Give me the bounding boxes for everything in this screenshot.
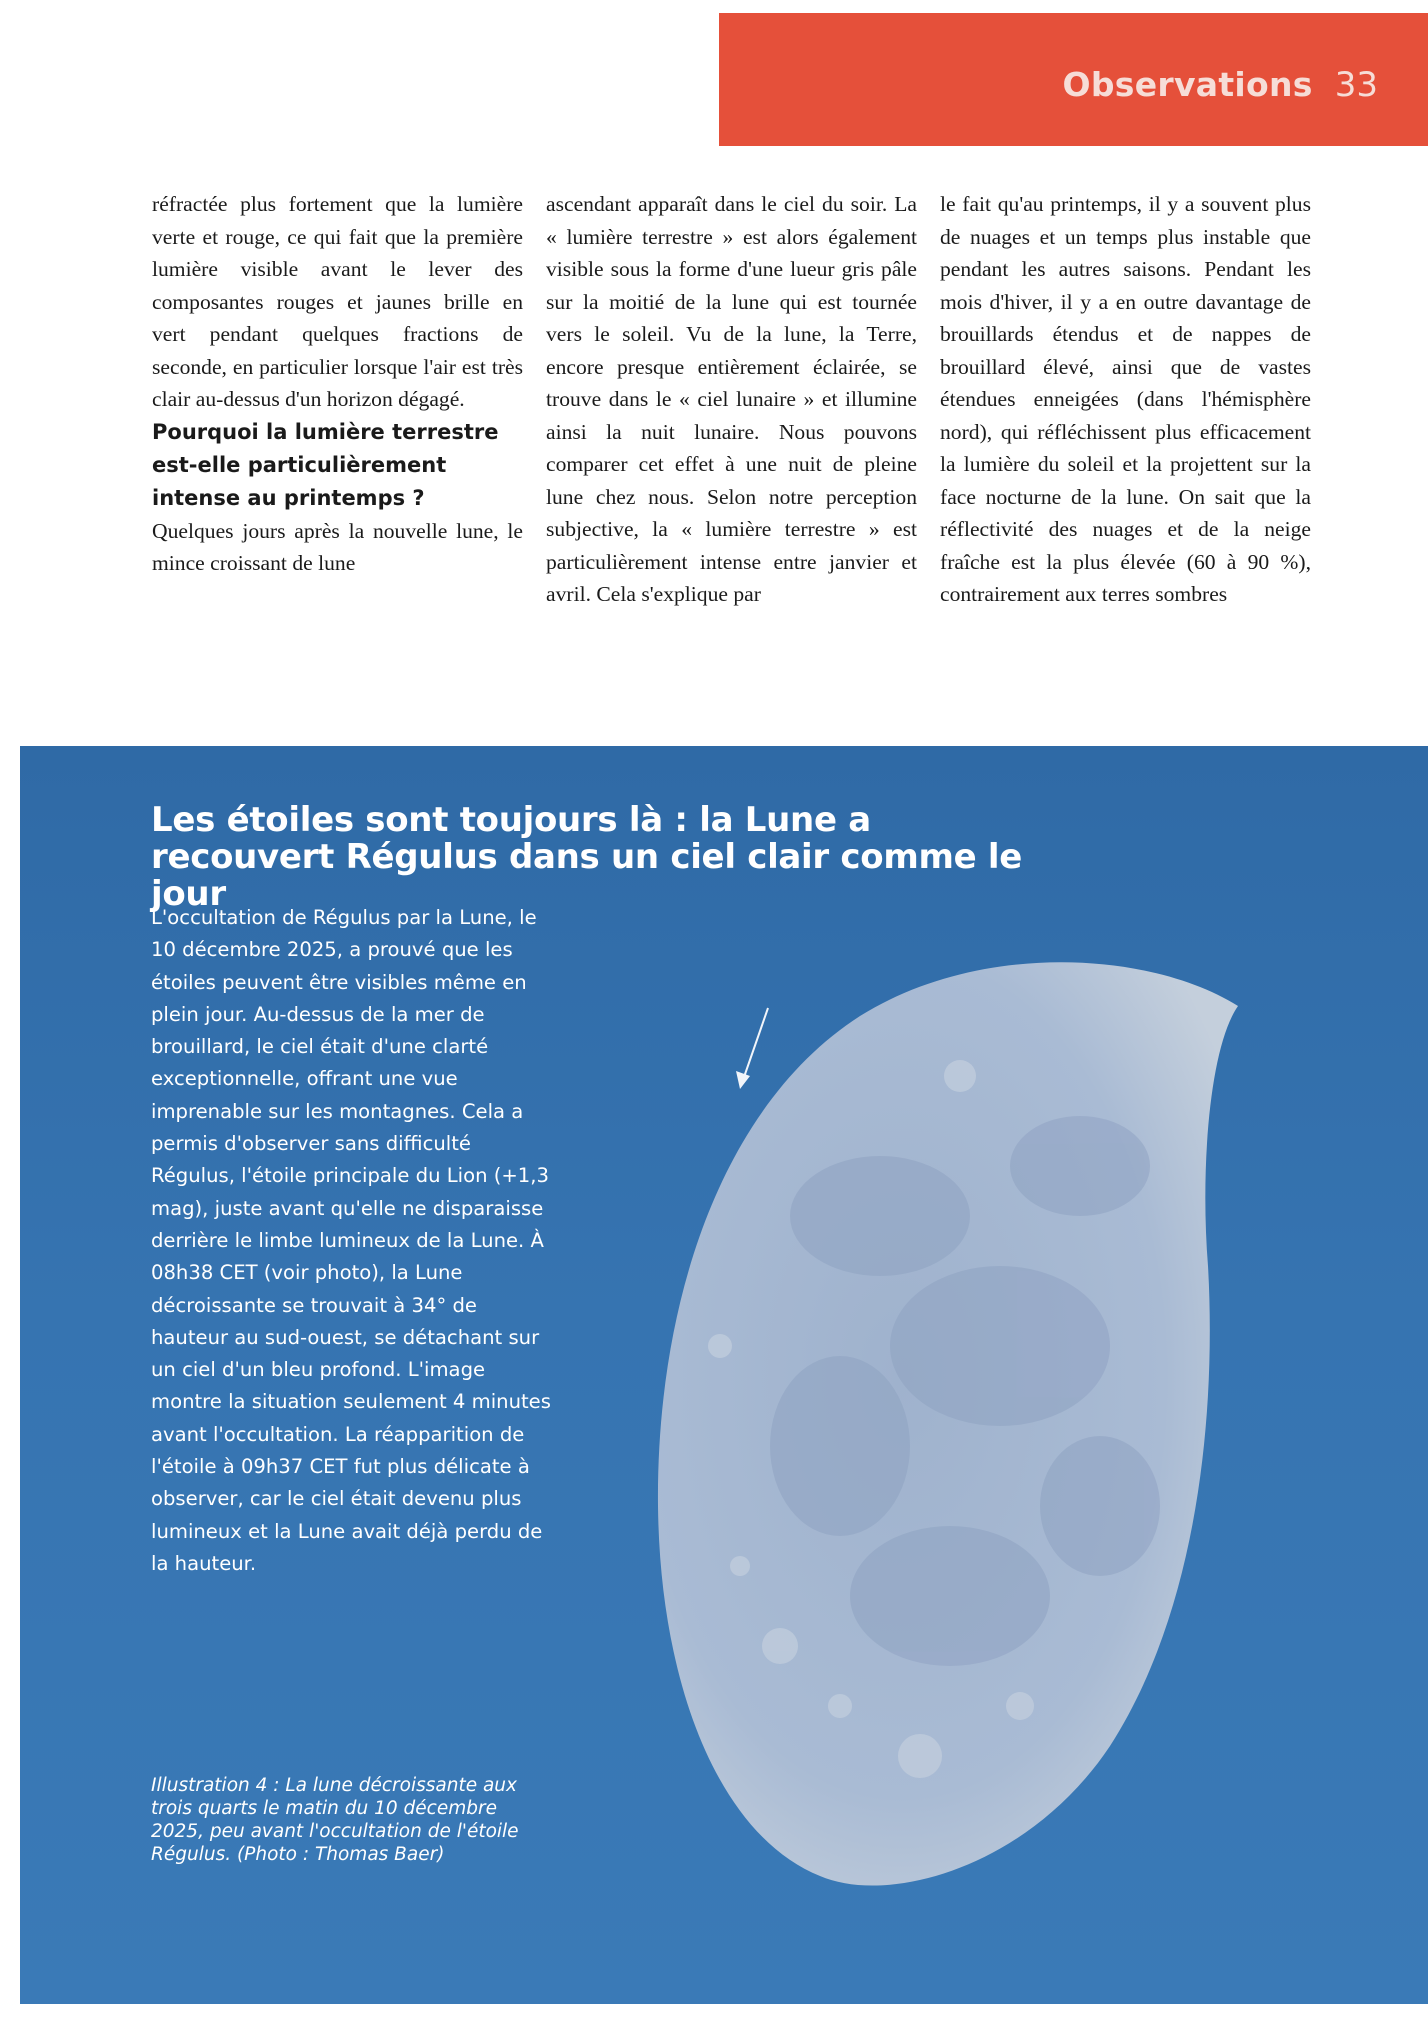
text-column-3 bbox=[940, 188, 1311, 611]
text-column-2 bbox=[546, 188, 917, 611]
section-title: Observations bbox=[1062, 65, 1313, 104]
paragraph: réfractée plus fortement que la lumière verte et rouge, ce qui fait que la première lumière visible avant le lever des composantes rouges et jaunes brille en vert pendant quelques fractions de seconde, en particulier lorsque l'air est très clair au-dessus d'un horizon dégagé. bbox=[152, 192, 523, 411]
paragraph: ascendant apparaît dans le ciel du soir. La « lumière terrestre » est alors également visible sous la forme d'une lueur gris pâle sur la moitié de la lune qui est tournée vers le soleil. Vu de la lune, la Terre, encore presque entièrement éclairée, se trouve dans le « ciel lunaire » et illumine ainsi la nuit lunaire. Nous pouvons comparer cet effet à une nuit de pleine lune chez nous. Selon notre perception subjective, la « lumière terrestre » est particulièrement intense entre janvier et avril. Cela s'explique par bbox=[546, 192, 917, 606]
arrow-line bbox=[743, 1008, 768, 1080]
moon-photo-box bbox=[20, 746, 1428, 2004]
paragraph: Quelques jours après la nouvelle lune, le mince croissant de lune bbox=[152, 518, 523, 575]
photo-caption: Illustration 4 : La lune décroissante aux trois quarts le matin du 10 décembre 2025, peu avant l'occultation de l'étoile Régulus. (Photo : Thomas Baer) bbox=[151, 1775, 519, 1865]
arrow-icon bbox=[736, 1071, 750, 1089]
subheading: Pourquoi la lumière terrestre est-elle particulièrement intense au printemps ? bbox=[152, 419, 499, 510]
box-body-text: L'occultation de Régulus par la Lune, le 10 décembre 2025, a prouvé que les étoiles peuvent être visibles même en plein jour. Au-dessus de la mer de brouillard, le ciel était d'une clarté exceptionnelle, offrant une vue imprenable sur les montagnes. Cela a permis d'observer sans difficulté Régulus, l'étoile principale du Lion (+1,3 mag), juste avant qu'elle ne disparaisse derrière le limbe lumineux de la Lune. À 08h38 CET (voir photo), la Lune décroissante se trouvait à 34° de hauteur au sud-ouest, se détachant sur un ciel d'un bleu profond. L'image montre la situation seulement 4 minutes avant l'occultation. La réapparition de l'étoile à 09h37 CET fut plus délicate à observer, car le ciel était devenu plus lumineux et la Lune avait déjà perdu de la hauteur. bbox=[151, 906, 551, 1575]
box-title: Les étoiles sont toujours là : la Lune a recouvert Régulus dans un ciel clair comme le jour bbox=[151, 800, 1022, 914]
text-column-1 bbox=[152, 188, 523, 580]
paragraph: le fait qu'au printemps, il y a souvent plus de nuages et un temps plus instable que pendant les autres saisons. Pendant les mois d'hiver, il y a en outre davantage de brouillards étendus et de nappes de brouillard élevé, ainsi que de vastes étendues enneigées (dans l'hémisphère nord), qui réfléchissent plus efficacement la lumière du soleil et la projettent sur la face nocturne de la lune. On sait que la réflectivité des nuages et de la neige fraîche est la plus élevée (60 à 90 %), contrairement aux terres sombres bbox=[940, 192, 1311, 606]
moon-shape bbox=[658, 962, 1238, 1885]
page-number: 33 bbox=[1334, 64, 1378, 105]
section-header-bar bbox=[719, 13, 1428, 146]
